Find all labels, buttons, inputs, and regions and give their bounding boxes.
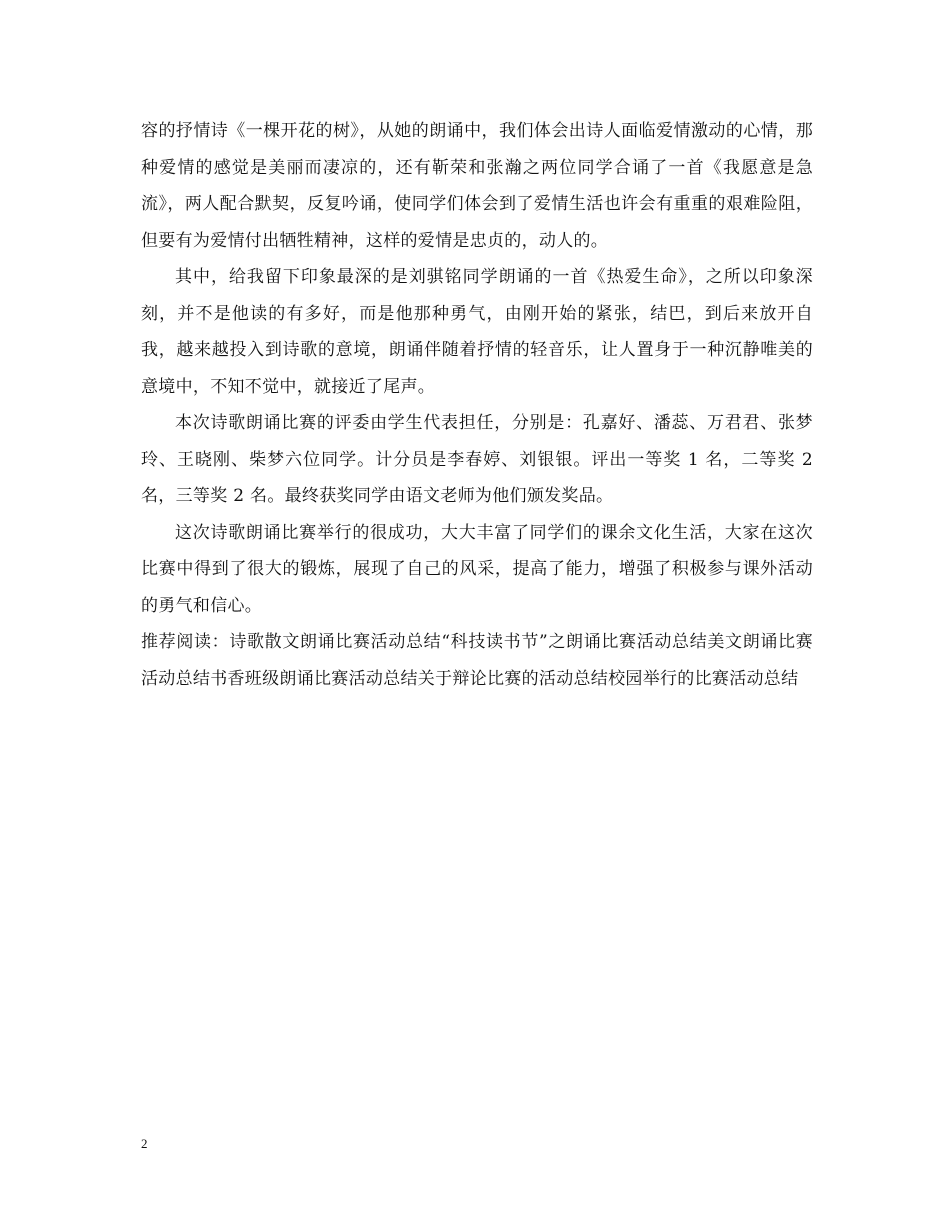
page-number: 2 xyxy=(141,1136,148,1151)
paragraph-continuation: 容的抒情诗《一棵开花的树》，从她的朗诵中，我们体会出诗人面临爱情激动的心情，那种爱情的感觉是美丽而凄凉的，还有靳荣和张瀚之两位同学合诵了一首《我愿意是急流》，两人配合默契，反复吟诵，使同学们体会到了爱情生活也许会有重重的艰难险阻，但要有为爱情付出牺牲精神，这样的爱情是忠贞的，动人的。 xyxy=(141,121,813,251)
recommended-reading: 推荐阅读：诗歌散文朗诵比赛活动总结“科技读书节”之朗诵比赛活动总结美文朗诵比赛活动总结书香班级朗诵比赛活动总结关于辩论比赛的活动总结校园举行的比赛活动总结 xyxy=(141,632,813,689)
paragraph-conclusion: 这次诗歌朗诵比赛举行的很成功，大大丰富了同学们的课余文化生活，大家在这次比赛中得到了很大的锻炼，展现了自己的风采，提高了能力，增强了积极参与课外活动的勇气和信心。 xyxy=(141,522,813,616)
document-body xyxy=(141,113,813,697)
paragraph-impression: 其中，给我留下印象最深的是刘骐铭同学朗诵的一首《热爱生命》，之所以印象深刻，并不是他读的有多好，而是他那种勇气，由刚开始的紧张，结巴，到后来放开自我，越来越投入到诗歌的意境，朗诵伴随着抒情的轻音乐，让人置身于一种沉静唯美的意境中，不知不觉中，就接近了尾声。 xyxy=(141,267,813,397)
paragraph-judges: 本次诗歌朗诵比赛的评委由学生代表担任，分别是：孔嘉好、潘蕊、万君君、张梦玲、王晓刚、柴梦六位同学。计分员是李春婷、刘银银。评出一等奖 1 名，二等奖 2 名，三等奖 2 名。最终获奖同学由语文老师为他们颁发奖品。 xyxy=(141,413,813,506)
